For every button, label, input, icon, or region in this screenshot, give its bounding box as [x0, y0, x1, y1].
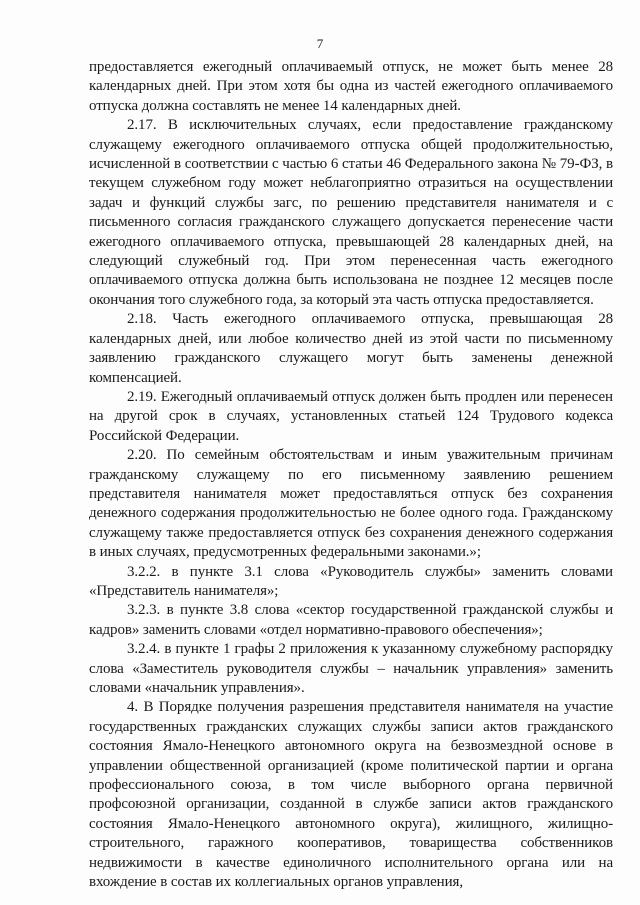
document-body [89, 58, 613, 892]
paragraph-2-17: 2.17. В исключительных случаях, если предоставление гражданскому служащему ежегодного оплачиваемого отпуска общей продолжительностью, исчисленной в соответствии с частью 6 статьи 46 Федерального закона № 79-ФЗ, в текущем служебном году может неблагоприятно отразиться на осуществлении задач и функций службы загс, по решению представителя нанимателя и с письменного согласия гражданского служащего допускается перенесение части ежегодного оплачиваемого отпуска, превышающей 28 календарных дней, на следующий служебный год. При этом перенесенная часть ежегодного оплачиваемого отпуска должна быть использована не позднее 12 месяцев после окончания того служебного года, за который эта часть отпуска предоставляется. [89, 117, 613, 308]
paragraph-2-20: 2.20. По семейным обстоятельствам и иным уважительным причинам гражданскому служащему по его письменному заявлению решением представителя нанимателя может предоставляться отпуск без сохранения денежного содержания продолжительностью не более одного года. Гражданскому служащему также предоставляется отпуск без сохранения денежного содержания в иных случаях, предусмотренных федеральными законами.»; [89, 447, 613, 561]
paragraph-4: 4. В Порядке получения разрешения представителя нанимателя на участие государственных гражданских служащих службы записи актов гражданского состояния Ямало-Ненецкого автономного округа на безвозмездной основе в управлении общественной организацией (кроме политической партии и органа профессионального союза, в том числе выборного органа первичной профсоюзной организации, созданной в службе записи актов гражданского состояния Ямало-Ненецкого автономного округа), жилищного, жилищно-строительного, гаражного кооперативов, товарищества собственников недвижимости в качестве единоличного исполнительного органа или на вхождение в состав их коллегиальных органов управления, [89, 699, 613, 891]
paragraph-3-2-4: 3.2.4. в пункте 1 графы 2 приложения к указанному служебному распорядку слова «Заместитель руководителя службы – начальник управления» заменить словами «начальник управления». [89, 641, 613, 696]
paragraph-continuation: предоставляется ежегодный оплачиваемый отпуск, не может быть менее 28 календарных дней. При этом хотя бы одна из частей ежегодного оплачиваемого отпуска должна составлять не менее 14 календарных дней. [89, 59, 613, 114]
page-number: 7 [316, 36, 324, 51]
paragraph-3-2-3: 3.2.3. в пункте 3.8 слова «сектор государственной гражданской службы и кадров» заменить словами «отдел нормативно-правового обеспечения»; [89, 602, 613, 638]
paragraph-2-19: 2.19. Ежегодный оплачиваемый отпуск должен быть продлен или перенесен на другой срок в случаях, установленных статьей 124 Трудового кодекса Российской Федерации. [89, 388, 613, 444]
paragraph-2-18: 2.18. Часть ежегодного оплачиваемого отпуска, превышающая 28 календарных дней, или любое количество дней из этой части по письменному заявлению гражданского служащего могут быть заменены денежной компенсацией. [89, 311, 613, 386]
paragraph-3-2-2: 3.2.2. в пункте 3.1 слова «Руководитель службы» заменить словами «Представитель нанимателя»; [89, 563, 613, 599]
